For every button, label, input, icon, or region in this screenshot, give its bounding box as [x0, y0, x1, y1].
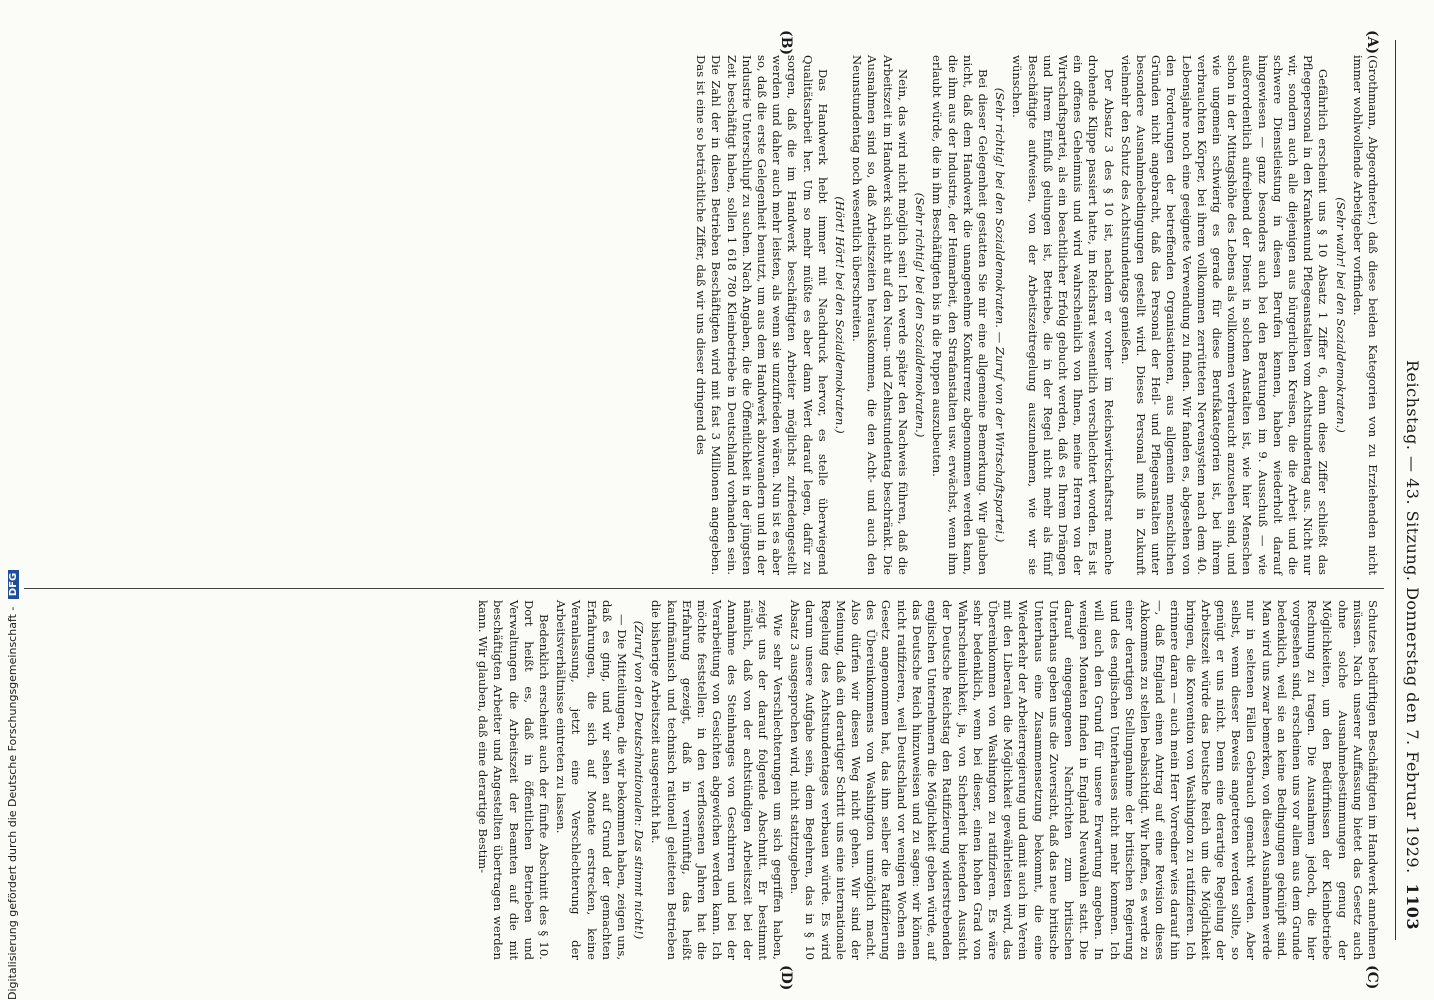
paragraph: Bei dieser Gelegenheit gestatten Sie mir eine allgemeine Bemerkung. Wir glauben nicht, daß dem Handwerk die unangenehme Konkurrenz abgenommen werden kann, die ihm aus der Industrie, der Heimarbeit, den Strafanstalten usw. erwächst, wenn ihm erlaubt würde, die in ihm Beschäftigten bis in die Puppen auszubeuten. — [930, 55, 990, 575]
paragraph: Gefährlich erscheint uns § 10 Absatz 1 Ziffer 6, denn diese Ziffer schließt das Pflegepersonal in den Krankenund Pflegeanstalten vom Achtstundentag aus. Nicht nur wir, sondern auch alle diejenigen aus bürgerlichen Kreisen, die die Arbeit und die schwere Dienstleistung in diesen Berufen kennen, haben wiederholt darauf hingewiesen — ganz besonders auch bei den Beratungen im 9. Ausschuß — wie außerordentlich aufreibend der Dienst in solchen Anstalten ist, wie hier Menschen schon in der Mittagshöhe des Lebens als vollkommen verbraucht anzusehen sind, und wie ungemein schwierig es gerade für diese Berufskategorien ist, bei ihrem verbrauchten Körper, bei ihrem vollkommen zerrütteten Nervensystem nach dem 40. Lebensjahre noch eine geeignete Verwendung zu finden. Wir fanden es, abgesehen von den Forderungen der betreffenden Organisationen, aus allgemein menschlichen Gründen nicht angebracht, daß das Personal der Heil- und Pflegeanstalten unter besondere Ausnahmebedingungen gestellt wird. Dieses Personal muß in Zukunft vielmehr den Schutz des Achtstundentags genießen. — [1118, 55, 1331, 575]
paragraph: Wie sehr Verschlechterungen um sich gegriffen haben, zeigt uns der darauf folgende Abschnitt. Er bestimmt nämlich, daß von der achtstündigen Arbeitszeit bei der Annahme des Steinhanges von Geschirren und bei der Verarbeitung von Gesichten abgewichen werden kann. Ich möchte feststellen: in den verflossenen Jahren hat die Erfahrung gezeigt, daß in vernünftig, das heißt kaufmännisch und technisch rationell geleiteten Betrieben die bisherige Arbeitszeit ausgereicht hat. — [649, 600, 786, 960]
right-column — [473, 600, 1380, 960]
interjection: (Sehr wahr! bei den Sozialdemokraten.) — [1333, 197, 1348, 433]
left-column — [691, 55, 1380, 575]
margin-marker-b: (B) — [778, 30, 794, 56]
margin-marker-c: (C) — [1364, 965, 1380, 990]
digitization-credit — [4, 0, 30, 1000]
page-title: Reichstag. — 43. Sitzung. Donnerstag den 7. Februar 1929. — [1403, 360, 1422, 874]
header-rule — [1395, 40, 1396, 940]
dfg-logo-icon: DFG — [8, 570, 19, 599]
paragraph: (Grothmann, Abgeordneter.) daß diese beiden Kategorien von zu Erziehenden nicht immer wohlwollende Arbeitgeber vorfinden. — [1350, 55, 1380, 575]
paragraph: Bedenklich erscheint auch der fünfte Abschnitt des § 10. Dort heißt es, daß in öffentlichen Betrieben und Verwaltungen die Arbeitszeit der Beamten auf die mit beschäftigten Arbeiter und Angestellten übertragen werden kann. Wir glauben, daß eine derartige Bestim- — [476, 600, 552, 960]
interjection: (Hört! Hört! bei den Sozialdemokraten.) — [833, 196, 848, 434]
margin-marker-a: (A) — [1364, 30, 1380, 55]
margin-marker-d: (D) — [778, 965, 794, 991]
page-header — [1398, 50, 1426, 930]
interjection: (Zuruf von den Deutschnationalen: Das stimmt nicht!) — [632, 620, 647, 940]
credit-text: Digitalisierung gefördert durch die Deutsche Forschungsgemeinschaft - — [6, 606, 19, 1000]
paragraph: — Die Mitteilungen, die wir bekommen haben, zeigen uns, daß es ging, und wir sehen auf Grund der gemachten Erfahrungen, die sich auf Monate erstrecken, keine Veranlassung, jetzt eine Verschlechterung der Arbeitsverhältnisse eintreten zu lassen. — [554, 600, 630, 960]
paragraph: Nein, das wird nicht möglich sein! Ich werde später den Nachweis führen, daß die Arbeitszeit im Handwerk sich nicht auf den Neun- und Zehnstundentag beschränkt. Die Ausnahmen sind so, daß Arbeitszeiten herauskommen, die den Acht- und auch den Neunstundentag noch wesentlich überschreiten. — [850, 55, 910, 575]
paragraph: Der Absatz 3 des § 10 ist, nachdem er vorher im Reichswirtschaftsrat manche drohende Klippe passiert hatte, im Reichsrat wesentlich verschlechtert worden. Es ist ein offenes Geheimnis und wird wahrscheinlich von Ihnen, meine Herren von der Wirtschaftspartei, als ein beachtlicher Erfolg gebucht werden, daß es Ihrem Drängen und Ihrem Einfluß gelungen ist, Betriebe, die in der Regel nicht mehr als fünf Beschäftigte aufweisen, von der Arbeitszeitregelung auszunehmen, wie wir sie wünschen. — [1010, 55, 1116, 575]
paragraph: Das Handwerk hebt immer mit Nachdruck hervor, es stelle überwiegend Qualitätsarbeit her. Um so mehr müßte es aber dann Wert darauf legen, dafür zu sorgen, daß die im Handwerk beschäftigten Arbeiter möglichst zufriedengestellt werden und daher auch mehr leisten, als wenn sie unzufrieden wären. Nun ist es aber so, daß die erste Gelegenheit benutzt, um aus dem Handwerk abzuwandern und in der Industrie Unterschlupf zu suchen. Nach Angaben, die die Öffentlichkeit in der jüngsten Zeit beschäftigt haben, sollen 1 618 780 Kleinbetriebe in Deutschland vorhanden sein. Die Zahl der in diesen Betrieben Beschäftigten wird mit fast 3 Millionen angegeben. Das ist eine so beträchtliche Ziffer, daß wir uns dieser dringend des — [694, 55, 830, 575]
paragraph: Schutzes bedürftigen Beschäftigten im Handwerk annehmen müssen. Nach unserer Auffassung bietet das Gesetz auch ohne solche Ausnahmebestimmungen genug der Möglichkeiten, um den Bedürfnissen der Kleinbetriebe Rechnung zu tragen. Die Ausnahmen jedoch, die hier vorgesehen sind, erscheinen uns vor allem aus dem Grunde bedenklich, weil sie an keine Bedingungen geknüpft sind. Man wird uns zwar bemerken, von diesen Ausnahmen werde nur in seltenen Fällen Gebrauch gemacht werden. Aber selbst, wenn dieser Beweis angetreten werden sollte, so genügt er uns nicht. Denn eine derartige Regelung der Arbeitszeit würde das Deutsche Reich um die Möglichkeit bringen, die Konvention von Washington zu ratifizieren. Ich erinnere daran — auch mein Herr Vorredner wies darauf hin —, daß England einen Antrag auf eine Revision dieses Abkommens zu stellen beabsichtigt. Wir hoffen, es werde zu einer derartigen Stellungnahme der britischen Regierung und des englischen Unterhauses nicht mehr kommen. Ich will auch den Grund für unsere Erwartung angeben. In wenigen Monaten finden in England Neuwahlen statt. Die darauf eingegangenen Nachrichten zum britischen Unterhaus geben uns die Zuversicht, daß das neue britische Unterhaus eine Zusammensetzung bekommt, die eine Wiederkehr der Arbeiterregierung und damit auch im Verein mit den Liberalen die Möglichkeit gewährleisten wird, das Übereinkommen von Washington zu ratifizieren. Es wäre sehr bedenklich, wenn bei dieser, einen hohen Grad von Wahrscheinlichkeit, ja, von Sicherheit bietenden Aussicht der Deutsche Reichstag den Ratifizierung widerstrebenden englischen Unternehmern die Möglichkeit geben würde, auf das Deutsche Reich hinzuweisen und zu sagen: wir können nicht ratifizieren, weil Deutschland vor wenigen Wochen ein Gesetz angenommen hat, das ihm selber die Ratifizierung des Übereinkommens von Washington unmöglich macht. Also dürfen wir diesen Weg nicht gehen. Wir sind der Meinung, daß ein derartiger Schritt uns eine internationale Regelung des Achtstundentages verbauen würde. Es wird darum unsere Aufgabe sein, dem Begehren, das in § 10 Absatz 3 ausgesprochen wird, nicht stattzugeben. — [788, 600, 1380, 960]
page-number: 1103 — [1403, 883, 1422, 930]
interjection: (Sehr richtig! bei den Sozialdemokraten.) — [913, 192, 928, 438]
column-divider — [24, 588, 1384, 589]
interjection: (Sehr richtig! bei den Sozialdemokraten. — Zuruf von der Wirtschaftspartei.) — [993, 87, 1008, 543]
